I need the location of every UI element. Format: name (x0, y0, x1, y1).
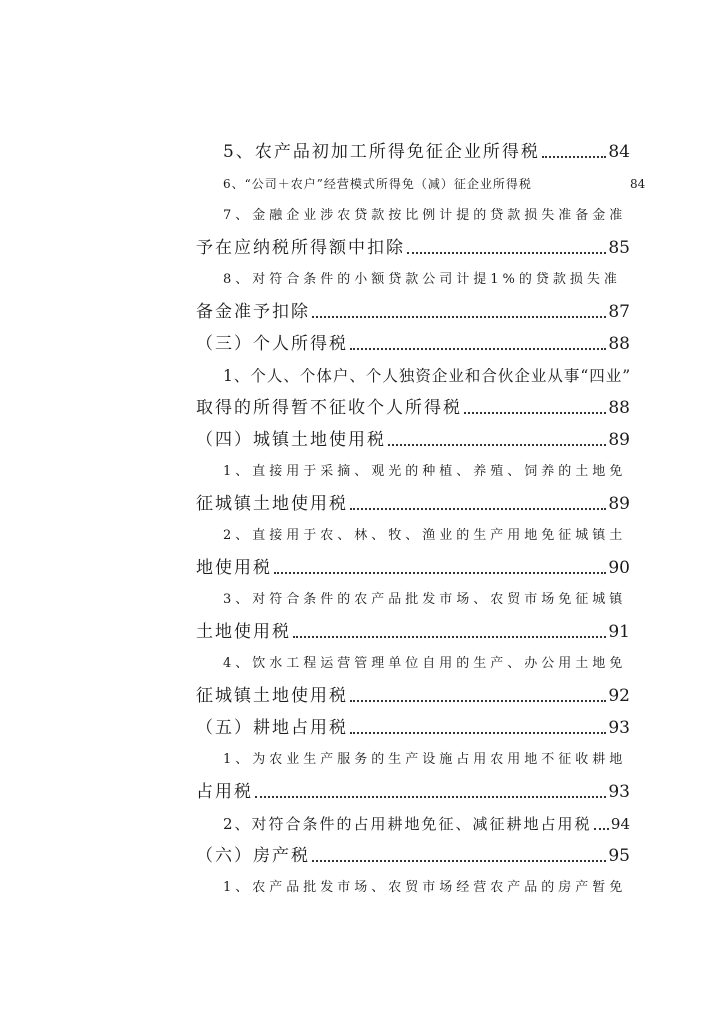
toc-leader-dots (312, 859, 606, 862)
toc-entry (196, 772, 630, 804)
toc-entry (196, 740, 630, 772)
toc-entry (196, 516, 630, 548)
toc-leader-dots (542, 155, 607, 158)
toc-entry-text: 占用税 (196, 782, 253, 802)
toc-entry-text: 6、“公司＋农户”经营模式所得免（减）征企业所得税 (223, 177, 532, 191)
toc-entry (196, 388, 630, 420)
toc-leader-dots (388, 443, 606, 446)
toc-entry (196, 644, 630, 676)
toc-entry (196, 804, 630, 836)
toc-page-number: 95 (608, 846, 630, 866)
toc-entry-text: 3、对符合条件的农产品批发市场、农贸市场免征城镇 (223, 592, 627, 607)
toc-page-number: 85 (608, 238, 630, 258)
toc-page-number: 88 (608, 398, 630, 418)
toc-entry-text: 地使用税 (196, 558, 272, 578)
toc-entry-text: 土地使用税 (196, 622, 291, 642)
toc-page-number: 91 (608, 622, 630, 642)
toc-entry (196, 452, 630, 484)
toc-entry (196, 292, 630, 324)
toc-leader-dots (312, 315, 606, 318)
toc-leader-dots (350, 731, 606, 734)
toc-page-number: 84 (608, 142, 630, 162)
toc-leader-dots (594, 827, 609, 830)
toc-page-number: 90 (608, 558, 630, 578)
toc-entry (196, 260, 630, 292)
toc-entry-text: 8、对符合条件的小额贷款公司计提1%的贷款损失准 (223, 272, 621, 287)
toc-entry-text: （三）个人所得税 (196, 334, 348, 354)
toc-entry-text: （六）房产税 (196, 846, 310, 866)
toc-leader-dots (350, 507, 606, 510)
toc-page-number: 88 (608, 334, 630, 354)
toc-entry-text: 2、对符合条件的占用耕地免征、减征耕地占用税 (223, 815, 592, 833)
toc-page-number: 94 (610, 815, 630, 833)
toc-entry (196, 548, 630, 580)
toc-entry (196, 836, 630, 868)
toc-entry-text: 取得的所得暂不征收个人所得税 (196, 398, 462, 418)
toc-page-number: 92 (608, 686, 630, 706)
toc-entry (196, 164, 646, 196)
toc-leader-dots (350, 699, 606, 702)
toc-entry-text: 1、直接用于采摘、观光的种植、养殖、饲养的土地免 (223, 464, 627, 479)
toc-entry-text: 征城镇土地使用税 (196, 494, 348, 514)
toc-leader-dots (274, 571, 606, 574)
toc-entry (196, 676, 630, 708)
toc-entry (196, 420, 630, 452)
toc-page-number: 93 (608, 718, 630, 738)
toc-page-number: 84 (630, 177, 646, 191)
toc-entry (196, 228, 630, 260)
toc-page-number: 89 (608, 430, 630, 450)
toc-entry (196, 324, 630, 356)
toc-leader-dots (407, 251, 606, 254)
toc-entry (196, 612, 630, 644)
toc-entry-text: 7、金融企业涉农贷款按比例计提的贷款损失准备金准 (223, 208, 627, 223)
toc-entry-text: 5、农产品初加工所得免征企业所得税 (223, 142, 540, 162)
toc-entry-text: 予在应纳税所得额中扣除 (196, 238, 405, 258)
toc-entry (196, 484, 630, 516)
toc-entry-text: 1、个人、个体户、个人独资企业和合伙企业从事“四业” (223, 367, 632, 385)
toc-entry-text: （五）耕地占用税 (196, 718, 348, 738)
toc-leader-dots (350, 347, 606, 350)
toc-leader-dots (293, 635, 606, 638)
toc-entry-text: 1、为农业生产服务的生产设施占用农用地不征收耕地 (223, 752, 627, 767)
toc-page-number: 87 (608, 302, 630, 322)
toc-entry (196, 580, 630, 612)
toc-entry (196, 356, 630, 388)
toc-entry-text: 备金准予扣除 (196, 302, 310, 322)
toc-entry-text: 征城镇土地使用税 (196, 686, 348, 706)
toc-entry (196, 868, 630, 900)
toc-entry-text: 2、直接用于农、林、牧、渔业的生产用地免征城镇土 (223, 528, 627, 543)
toc-page-number: 89 (608, 494, 630, 514)
toc-entry-text: 1、农产品批发市场、农贸市场经营农产品的房产暂免 (223, 880, 627, 895)
toc-entry-text: 4、饮水工程运营管理单位自用的生产、办公用土地免 (223, 656, 627, 671)
toc-leader-dots (464, 411, 606, 414)
toc-leader-dots (255, 795, 606, 798)
toc-page-number: 93 (608, 782, 630, 802)
toc-entry (196, 132, 630, 164)
toc-entry (196, 196, 630, 228)
toc-entry (196, 708, 630, 740)
toc-entry-text: （四）城镇土地使用税 (196, 430, 386, 450)
